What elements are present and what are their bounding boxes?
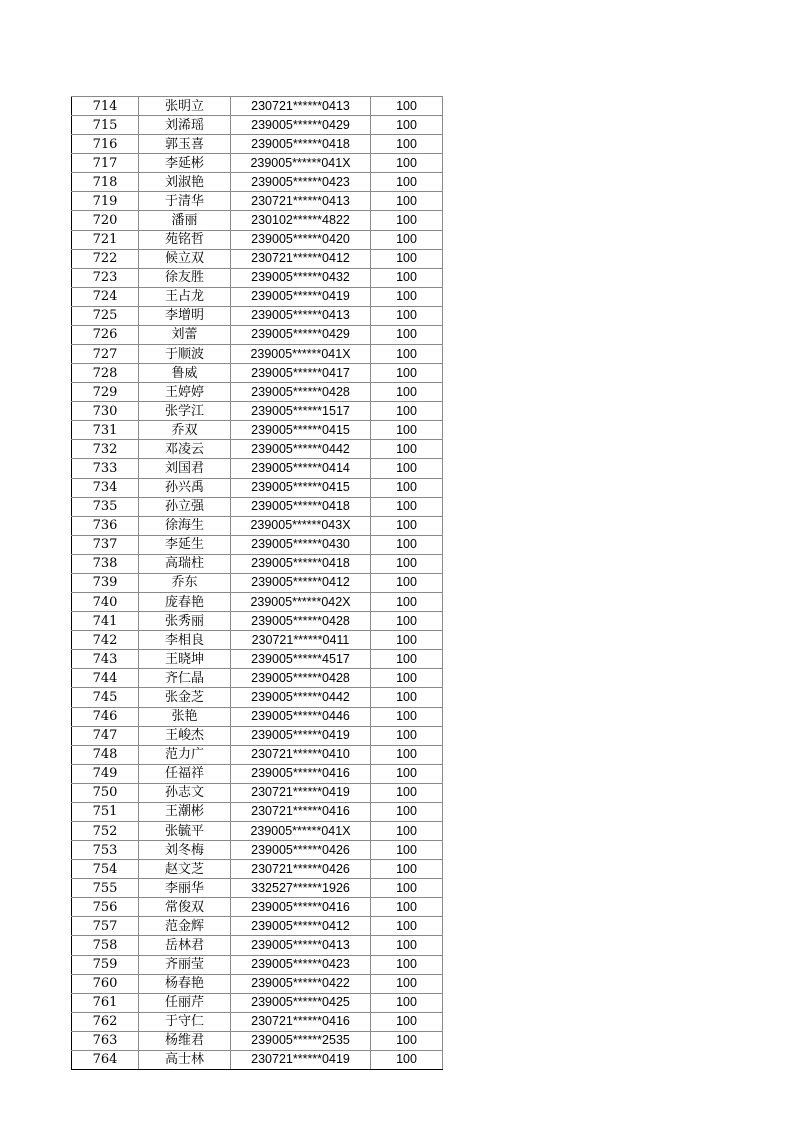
row-number-cell: 721 [72,230,139,249]
id-number-cell: 230721******0412 [231,249,371,268]
person-name-cell: 徐友胜 [139,268,231,287]
id-number-cell: 230721******0416 [231,1012,371,1031]
person-name-cell: 邓凌云 [139,440,231,459]
person-name-cell: 刘冬梅 [139,841,231,860]
id-number-cell: 332527******1926 [231,879,371,898]
row-number-cell: 739 [72,573,139,592]
id-number-cell: 239005******0428 [231,383,371,402]
row-number-cell: 757 [72,917,139,936]
score-cell: 100 [371,478,443,497]
row-number-cell: 742 [72,631,139,650]
person-name-cell: 岳林君 [139,936,231,955]
table-row [72,593,443,612]
table-row [72,821,443,840]
id-number-cell: 239005******0442 [231,440,371,459]
person-name-cell: 于守仁 [139,1012,231,1031]
person-name-cell: 刘淑艳 [139,173,231,192]
score-cell: 100 [371,1050,443,1069]
id-number-cell: 230102******4822 [231,211,371,230]
table-row [72,1050,443,1069]
score-cell: 100 [371,135,443,154]
id-number-cell: 239005******0423 [231,955,371,974]
table-row [72,383,443,402]
table-row [72,154,443,173]
score-cell: 100 [371,192,443,211]
row-number-cell: 715 [72,116,139,135]
table-row [72,707,443,726]
score-cell: 100 [371,287,443,306]
table-row [72,97,443,116]
score-cell: 100 [371,650,443,669]
score-cell: 100 [371,917,443,936]
person-name-cell: 常俊双 [139,898,231,917]
person-name-cell: 孙兴禹 [139,478,231,497]
person-name-cell: 王占龙 [139,287,231,306]
table-row [72,345,443,364]
id-number-cell: 239005******041X [231,154,371,173]
score-cell: 100 [371,440,443,459]
id-number-cell: 239005******0413 [231,936,371,955]
table-row [72,783,443,802]
id-number-cell: 239005******0429 [231,325,371,344]
table-row [72,974,443,993]
id-number-cell: 239005******0418 [231,554,371,573]
row-number-cell: 714 [72,97,139,116]
score-cell: 100 [371,306,443,325]
person-name-cell: 李延彬 [139,154,231,173]
person-name-cell: 张艳 [139,707,231,726]
row-number-cell: 725 [72,306,139,325]
row-number-cell: 751 [72,802,139,821]
person-name-cell: 苑铭哲 [139,230,231,249]
id-number-cell: 239005******0420 [231,230,371,249]
row-number-cell: 747 [72,726,139,745]
id-number-cell: 239005******0418 [231,135,371,154]
table-row [72,535,443,554]
person-name-cell: 鲁威 [139,364,231,383]
person-name-cell: 乔东 [139,573,231,592]
score-cell: 100 [371,97,443,116]
table-row [72,116,443,135]
person-name-cell: 王潮彬 [139,802,231,821]
score-cell: 100 [371,764,443,783]
person-name-cell: 杨春艳 [139,974,231,993]
id-number-cell: 239005******0430 [231,535,371,554]
row-number-cell: 719 [72,192,139,211]
id-number-cell: 230721******0413 [231,192,371,211]
id-number-cell: 239005******0432 [231,268,371,287]
row-number-cell: 737 [72,535,139,554]
score-cell: 100 [371,1012,443,1031]
score-cell: 100 [371,249,443,268]
person-name-cell: 于清华 [139,192,231,211]
roster-table-body [72,97,443,1070]
table-row [72,440,443,459]
score-cell: 100 [371,573,443,592]
table-row [72,287,443,306]
row-number-cell: 748 [72,745,139,764]
score-cell: 100 [371,116,443,135]
table-row [72,841,443,860]
person-name-cell: 王峻杰 [139,726,231,745]
person-name-cell: 高瑞柱 [139,554,231,573]
table-row [72,1031,443,1050]
row-number-cell: 759 [72,955,139,974]
person-name-cell: 张毓平 [139,821,231,840]
table-row [72,688,443,707]
person-name-cell: 范力广 [139,745,231,764]
id-number-cell: 239005******0419 [231,287,371,306]
score-cell: 100 [371,993,443,1012]
table-row [72,306,443,325]
row-number-cell: 728 [72,364,139,383]
row-number-cell: 752 [72,821,139,840]
row-number-cell: 736 [72,516,139,535]
score-cell: 100 [371,612,443,631]
table-row [72,516,443,535]
person-name-cell: 乔双 [139,421,231,440]
row-number-cell: 758 [72,936,139,955]
row-number-cell: 741 [72,612,139,631]
person-name-cell: 杨维君 [139,1031,231,1050]
person-name-cell: 刘浠瑶 [139,116,231,135]
table-row [72,898,443,917]
score-cell: 100 [371,1031,443,1050]
score-cell: 100 [371,688,443,707]
id-number-cell: 239005******0446 [231,707,371,726]
person-name-cell: 于顺波 [139,345,231,364]
id-number-cell: 239005******0423 [231,173,371,192]
table-row [72,650,443,669]
score-cell: 100 [371,936,443,955]
person-name-cell: 刘蕾 [139,325,231,344]
score-cell: 100 [371,345,443,364]
roster-table [71,96,443,1070]
person-name-cell: 王婷婷 [139,383,231,402]
id-number-cell: 239005******0417 [231,364,371,383]
score-cell: 100 [371,554,443,573]
id-number-cell: 239005******0412 [231,573,371,592]
row-number-cell: 732 [72,440,139,459]
table-row [72,478,443,497]
row-number-cell: 734 [72,478,139,497]
score-cell: 100 [371,535,443,554]
table-row [72,230,443,249]
person-name-cell: 徐海生 [139,516,231,535]
table-row [72,993,443,1012]
row-number-cell: 738 [72,554,139,573]
id-number-cell: 230721******0411 [231,631,371,650]
score-cell: 100 [371,726,443,745]
person-name-cell: 刘国君 [139,459,231,478]
id-number-cell: 239005******4517 [231,650,371,669]
table-row [72,192,443,211]
table-row [72,936,443,955]
row-number-cell: 764 [72,1050,139,1069]
table-row [72,726,443,745]
id-number-cell: 239005******041X [231,345,371,364]
score-cell: 100 [371,154,443,173]
row-number-cell: 755 [72,879,139,898]
row-number-cell: 724 [72,287,139,306]
row-number-cell: 731 [72,421,139,440]
person-name-cell: 张金芝 [139,688,231,707]
row-number-cell: 726 [72,325,139,344]
row-number-cell: 744 [72,669,139,688]
row-number-cell: 740 [72,593,139,612]
table-row [72,955,443,974]
row-number-cell: 723 [72,268,139,287]
score-cell: 100 [371,974,443,993]
score-cell: 100 [371,230,443,249]
id-number-cell: 239005******0416 [231,764,371,783]
id-number-cell: 239005******0414 [231,459,371,478]
table-row [72,364,443,383]
id-number-cell: 239005******0428 [231,612,371,631]
person-name-cell: 李延生 [139,535,231,554]
id-number-cell: 230721******0419 [231,783,371,802]
score-cell: 100 [371,879,443,898]
table-row [72,745,443,764]
table-row [72,402,443,421]
score-cell: 100 [371,821,443,840]
table-row [72,173,443,192]
person-name-cell: 高士林 [139,1050,231,1069]
score-cell: 100 [371,383,443,402]
row-number-cell: 761 [72,993,139,1012]
person-name-cell: 李丽华 [139,879,231,898]
score-cell: 100 [371,268,443,287]
id-number-cell: 239005******0415 [231,478,371,497]
row-number-cell: 733 [72,459,139,478]
id-number-cell: 239005******0413 [231,306,371,325]
score-cell: 100 [371,516,443,535]
score-cell: 100 [371,593,443,612]
id-number-cell: 239005******0422 [231,974,371,993]
id-number-cell: 239005******043X [231,516,371,535]
person-name-cell: 任丽芹 [139,993,231,1012]
table-row [72,669,443,688]
score-cell: 100 [371,402,443,421]
table-row [72,879,443,898]
id-number-cell: 230721******0419 [231,1050,371,1069]
id-number-cell: 239005******0428 [231,669,371,688]
id-number-cell: 230721******0410 [231,745,371,764]
person-name-cell: 任福祥 [139,764,231,783]
score-cell: 100 [371,898,443,917]
id-number-cell: 239005******0429 [231,116,371,135]
table-row [72,459,443,478]
score-cell: 100 [371,364,443,383]
table-row [72,268,443,287]
id-number-cell: 239005******0416 [231,898,371,917]
id-number-cell: 230721******0416 [231,802,371,821]
score-cell: 100 [371,802,443,821]
row-number-cell: 762 [72,1012,139,1031]
id-number-cell: 239005******0425 [231,993,371,1012]
row-number-cell: 722 [72,249,139,268]
person-name-cell: 孙立强 [139,497,231,516]
row-number-cell: 718 [72,173,139,192]
table-row [72,325,443,344]
row-number-cell: 730 [72,402,139,421]
person-name-cell: 范金辉 [139,917,231,936]
row-number-cell: 720 [72,211,139,230]
score-cell: 100 [371,707,443,726]
score-cell: 100 [371,860,443,879]
person-name-cell: 候立双 [139,249,231,268]
table-row [72,1012,443,1031]
score-cell: 100 [371,841,443,860]
row-number-cell: 743 [72,650,139,669]
table-row [72,573,443,592]
id-number-cell: 239005******041X [231,821,371,840]
table-row [72,860,443,879]
id-number-cell: 239005******0418 [231,497,371,516]
row-number-cell: 749 [72,764,139,783]
person-name-cell: 齐仁晶 [139,669,231,688]
score-cell: 100 [371,745,443,764]
row-number-cell: 735 [72,497,139,516]
score-cell: 100 [371,173,443,192]
row-number-cell: 753 [72,841,139,860]
id-number-cell: 230721******0426 [231,860,371,879]
person-name-cell: 李相良 [139,631,231,650]
id-number-cell: 239005******042X [231,593,371,612]
id-number-cell: 239005******0415 [231,421,371,440]
row-number-cell: 746 [72,707,139,726]
table-row [72,554,443,573]
row-number-cell: 763 [72,1031,139,1050]
score-cell: 100 [371,497,443,516]
score-cell: 100 [371,325,443,344]
person-name-cell: 张学江 [139,402,231,421]
person-name-cell: 孙志文 [139,783,231,802]
person-name-cell: 齐丽莹 [139,955,231,974]
person-name-cell: 潘丽 [139,211,231,230]
score-cell: 100 [371,459,443,478]
row-number-cell: 717 [72,154,139,173]
table-row [72,612,443,631]
score-cell: 100 [371,955,443,974]
row-number-cell: 716 [72,135,139,154]
id-number-cell: 239005******0419 [231,726,371,745]
id-number-cell: 239005******0412 [231,917,371,936]
id-number-cell: 239005******1517 [231,402,371,421]
row-number-cell: 750 [72,783,139,802]
person-name-cell: 李增明 [139,306,231,325]
score-cell: 100 [371,421,443,440]
table-row [72,802,443,821]
row-number-cell: 727 [72,345,139,364]
row-number-cell: 745 [72,688,139,707]
table-row [72,211,443,230]
score-cell: 100 [371,211,443,230]
table-row [72,135,443,154]
id-number-cell: 239005******2535 [231,1031,371,1050]
person-name-cell: 张秀丽 [139,612,231,631]
score-cell: 100 [371,669,443,688]
row-number-cell: 754 [72,860,139,879]
row-number-cell: 760 [72,974,139,993]
score-cell: 100 [371,631,443,650]
person-name-cell: 张明立 [139,97,231,116]
person-name-cell: 王晓坤 [139,650,231,669]
table-row [72,917,443,936]
score-cell: 100 [371,783,443,802]
table-row [72,421,443,440]
id-number-cell: 239005******0426 [231,841,371,860]
table-row [72,249,443,268]
table-row [72,497,443,516]
person-name-cell: 郭玉喜 [139,135,231,154]
row-number-cell: 729 [72,383,139,402]
person-name-cell: 庞春艳 [139,593,231,612]
table-row [72,764,443,783]
id-number-cell: 230721******0413 [231,97,371,116]
person-name-cell: 赵文芝 [139,860,231,879]
row-number-cell: 756 [72,898,139,917]
table-row [72,631,443,650]
id-number-cell: 239005******0442 [231,688,371,707]
